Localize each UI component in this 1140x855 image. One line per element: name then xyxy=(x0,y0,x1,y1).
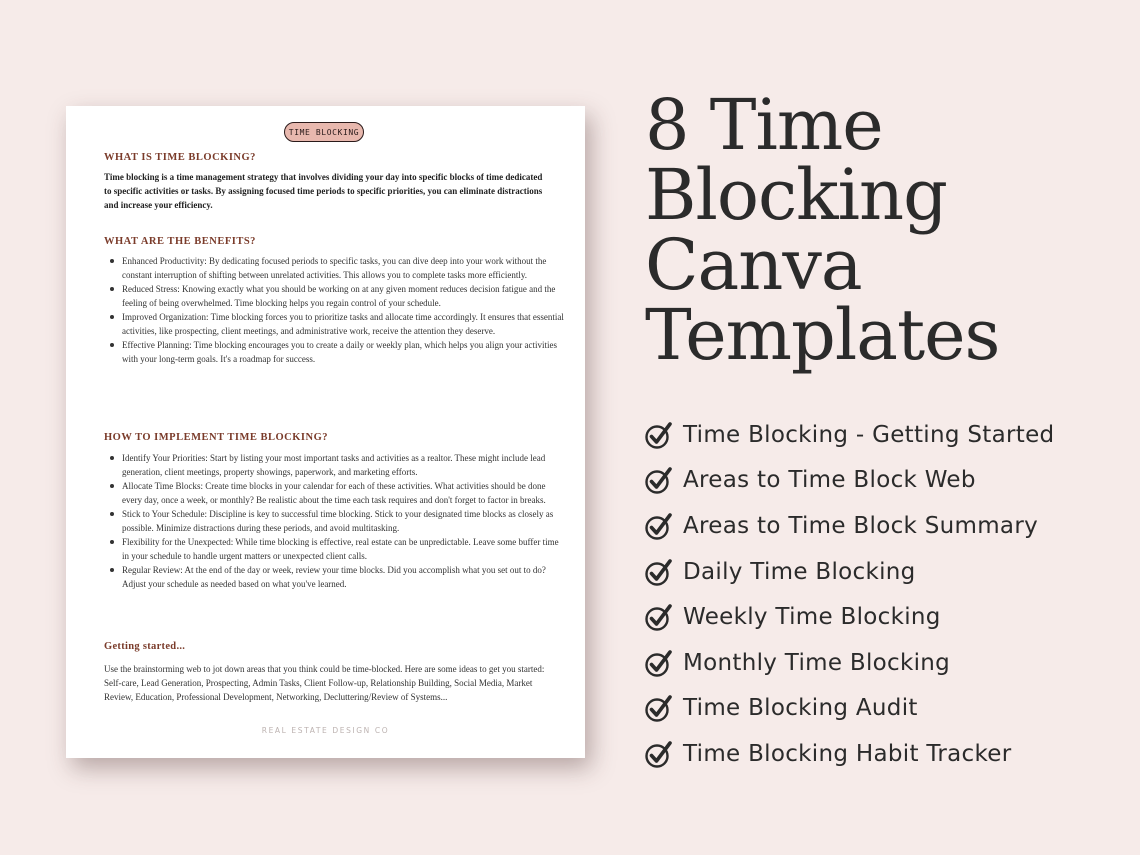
implement-item: Regular Review: At the end of the day or week, review your time blocks. Did you accomplish what you set out to do? Adjust your schedule as needed based on what you've learned. xyxy=(122,563,564,591)
section-heading-getting-started: Getting started... xyxy=(104,641,186,652)
feature-label: Daily Time Blocking xyxy=(683,558,916,585)
implement-list xyxy=(104,451,564,591)
feature-label: Time Blocking Audit xyxy=(683,695,918,722)
section-heading-benefits: WHAT ARE THE BENEFITS? xyxy=(104,236,256,247)
feature-label: Areas to Time Block Web xyxy=(683,467,976,494)
time-blocking-badge: TIME BLOCKING xyxy=(284,122,364,142)
check-circle-icon xyxy=(645,648,673,678)
promo-title-line: 8 Time xyxy=(645,84,883,166)
benefit-item: Improved Organization: Time blocking forces you to prioritize tasks and allocate time accordingly. It ensures that essential activities, like prospecting, client meetings, and administrative work, receive the attention they deserve. xyxy=(122,312,564,336)
feature-list xyxy=(645,412,1054,777)
check-circle-icon xyxy=(645,465,673,495)
check-circle-icon xyxy=(645,511,673,541)
section-body-getting-started: Use the brainstorming web to jot down areas that you think could be time-blocked. Here are some ideas to get you started: Self-care, Lead Generation, Prospecting, Admin Tasks, Client Follow-up, Relationship Building, Social Media, Market Review, Education, Professional Development, Networking, Decluttering/Review of Systems... xyxy=(104,664,545,702)
feature-item xyxy=(645,458,1054,504)
promo-title-line: Templates xyxy=(645,294,1000,376)
feature-item xyxy=(645,549,1054,595)
section-heading-implement: HOW TO IMPLEMENT TIME BLOCKING? xyxy=(104,432,328,443)
check-circle-icon xyxy=(645,420,673,450)
benefit-item: Effective Planning: Time blocking encourages you to create a daily or weekly plan, which helps you align your activities with your long-term goals. It's a roadmap for success. xyxy=(122,338,564,366)
implement-item: Stick to Your Schedule: Discipline is key to successful time blocking. Stick to your designated time blocks as closely as possible. Minimize distractions during these periods, and avoid multitasking. xyxy=(122,507,564,535)
feature-item xyxy=(645,640,1054,686)
promo-title xyxy=(645,84,1000,376)
feature-item xyxy=(645,594,1054,640)
check-circle-icon xyxy=(645,602,673,632)
promo-title-line: Canva xyxy=(645,224,862,306)
benefit-item: Reduced Stress: Knowing exactly what you should be working on at any given moment reduces decision fatigue and the feeling of being overwhelmed. Time blocking helps you regain control of your schedule. xyxy=(122,282,564,310)
template-page-preview xyxy=(66,106,585,758)
implement-item: Allocate Time Blocks: Create time blocks in your calendar for each of these activities. What activities should be done every day, once a week, or monthly? Be realistic about the time each task requires and don't forget to factor in breaks. xyxy=(122,479,564,507)
feature-item xyxy=(645,503,1054,549)
brand-footer: REAL ESTATE DESIGN CO xyxy=(261,726,390,735)
feature-label: Time Blocking Habit Tracker xyxy=(683,740,1012,767)
implement-item: Flexibility for the Unexpected: While time blocking is effective, real estate can be unpredictable. Leave some buffer time in your schedule to handle urgent matters or unexpected client calls. xyxy=(122,535,564,563)
promo-title-line: Blocking xyxy=(645,154,947,236)
section-heading-what-is: WHAT IS TIME BLOCKING? xyxy=(104,152,256,163)
benefits-list xyxy=(104,254,564,366)
feature-label: Areas to Time Block Summary xyxy=(683,512,1038,539)
feature-item xyxy=(645,412,1054,458)
feature-label: Weekly Time Blocking xyxy=(683,604,941,631)
feature-label: Time Blocking - Getting Started xyxy=(683,421,1055,448)
check-circle-icon xyxy=(645,739,673,769)
feature-item xyxy=(645,686,1054,732)
implement-item: Identify Your Priorities: Start by listing your most important tasks and activities as a realtor. These might include lead generation, client meetings, property showings, paperwork, and marketing efforts. xyxy=(122,451,564,479)
section-body-what-is: Time blocking is a time management strategy that involves dividing your day into specific blocks of time dedicated to specific activities or tasks. By assigning focused time periods to specific priorities, you can eliminate distractions and increase your efficiency. xyxy=(104,172,543,210)
check-circle-icon xyxy=(645,557,673,587)
feature-item xyxy=(645,731,1054,777)
benefit-item: Enhanced Productivity: By dedicating focused periods to specific tasks, you can dive deep into your work without the constant interruption of shifting between unrelated activities. This allows you to complete tasks more efficiently. xyxy=(122,254,564,282)
feature-label: Monthly Time Blocking xyxy=(683,649,951,676)
check-circle-icon xyxy=(645,693,673,723)
